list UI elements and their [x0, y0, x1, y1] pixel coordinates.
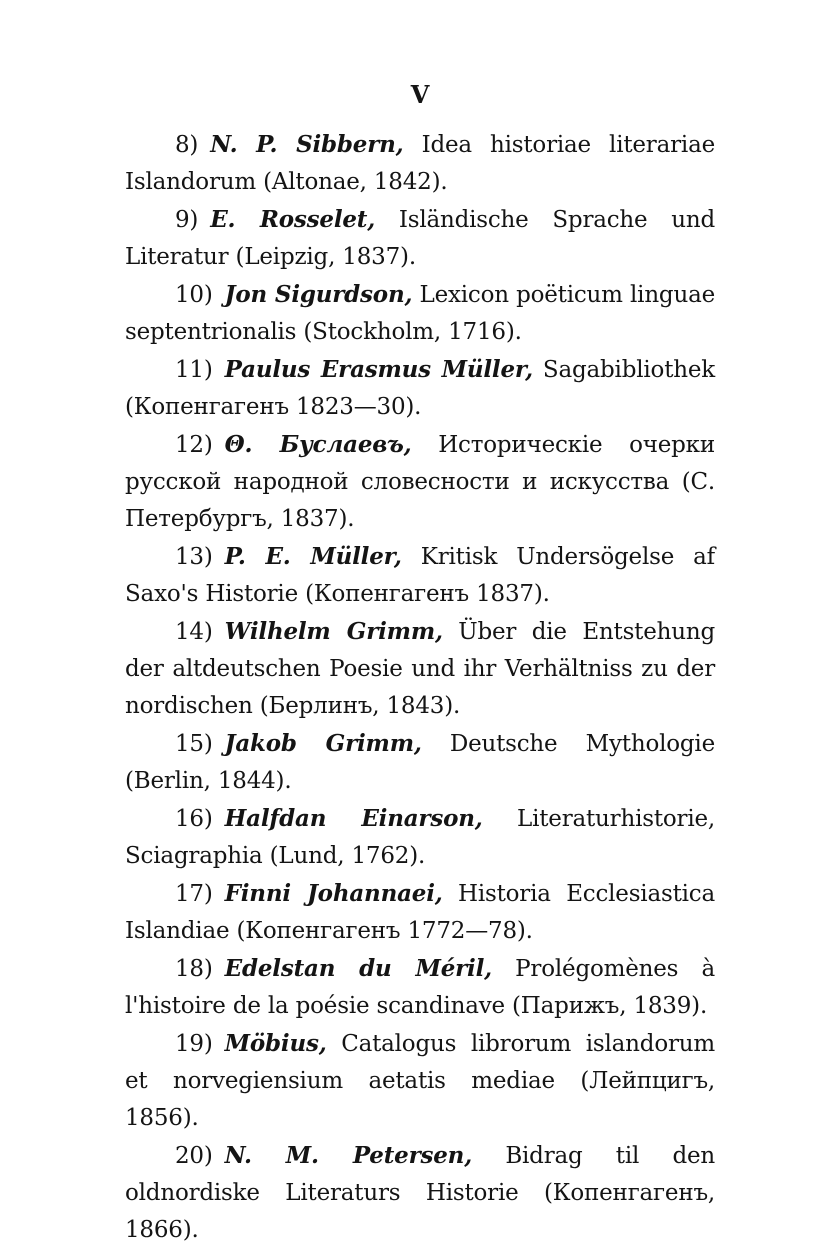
entry-number: 12)	[175, 432, 213, 458]
entry-text: Über die Entstehung der altdeutschen Poesie und ihr Verhältniss zu der nordischen (Берлинъ, 1843).	[125, 619, 715, 719]
entry-author: Halfdan Einarson,	[224, 805, 483, 832]
entry-text: Idea historiae literariae Islandorum (Altonae, 1842).	[125, 132, 715, 195]
entry-text: Prolégomènes à l'histoire de la poésie scandinave (Парижъ, 1839).	[125, 956, 715, 1019]
bibliography-entry	[125, 725, 715, 800]
entry-text: Isländische Sprache und Literatur (Leipzig, 1837).	[125, 207, 715, 270]
entry-text: Catalogus librorum islandorum et norvegiensium aetatis mediae (Лейпцигъ, 1856).	[125, 1031, 715, 1131]
entry-number: 20)	[175, 1143, 213, 1169]
entry-author: N. M. Petersen,	[224, 1142, 473, 1169]
entry-number: 13)	[175, 544, 213, 570]
entry-author: Paulus Erasmus Müller,	[224, 356, 533, 383]
entry-text: Bidrag til den oldnordiske Literaturs Historie (Копенгагенъ, 1866).	[125, 1143, 715, 1243]
entry-number: 10)	[175, 282, 213, 308]
bibliography-entry	[125, 950, 715, 1025]
entry-text: Kritisk Undersögelse af Saxo's Historie (Копенгагенъ 1837).	[125, 544, 715, 607]
entry-author: Möbius,	[224, 1030, 327, 1057]
entry-author: Jon Sigurdson,	[224, 281, 413, 308]
entry-author: Edelstan du Méril,	[224, 955, 492, 982]
page-number: V	[410, 80, 430, 109]
entry-author: N. P. Sibbern,	[210, 131, 404, 158]
entry-text: Historia Ecclesiastica Islandiae (Копенгагенъ 1772—78).	[125, 881, 715, 944]
entry-number: 15)	[175, 731, 213, 757]
entry-text: Lexicon poëticum linguae septentrionalis (Stockholm, 1716).	[125, 282, 715, 345]
entry-author: E. Rosselet,	[210, 206, 376, 233]
entry-number: 19)	[175, 1031, 213, 1057]
bibliography-entry	[125, 538, 715, 613]
entry-number: 18)	[175, 956, 213, 982]
entry-text: Literaturhistorie, Sciagraphia (Lund, 1762).	[125, 806, 715, 869]
bibliography-entry	[125, 800, 715, 875]
entry-number: 9)	[175, 207, 199, 233]
entry-text: Deutsche Mythologie (Berlin, 1844).	[125, 731, 715, 794]
entry-number: 16)	[175, 806, 213, 832]
entry-author: Wilhelm Grimm,	[224, 618, 443, 645]
entry-author: Jakob Grimm,	[224, 730, 422, 757]
bibliography-list	[125, 126, 715, 1249]
entry-number: 14)	[175, 619, 213, 645]
entry-number: 8)	[175, 132, 199, 158]
bibliography-entry	[125, 1025, 715, 1137]
entry-number: 17)	[175, 881, 213, 907]
bibliography-entry	[125, 276, 715, 351]
bibliography-entry	[125, 426, 715, 538]
bibliography-entry	[125, 1137, 715, 1249]
entry-text: Историческіе очерки русской народной словесности и искусства (С. Петербургъ, 1837).	[125, 432, 715, 532]
bibliography-entry	[125, 126, 715, 201]
entry-author: P. E. Müller,	[224, 543, 402, 570]
bibliography-entry	[125, 875, 715, 950]
entry-author: Θ. Буслаевъ,	[224, 431, 412, 458]
entry-text: Sagabibliothek (Копенгагенъ 1823—30).	[125, 357, 715, 420]
bibliography-entry	[125, 201, 715, 276]
entry-author: Finni Johannaei,	[224, 880, 443, 907]
entry-number: 11)	[175, 357, 213, 383]
bibliography-entry	[125, 613, 715, 725]
bibliography-entry	[125, 351, 715, 426]
